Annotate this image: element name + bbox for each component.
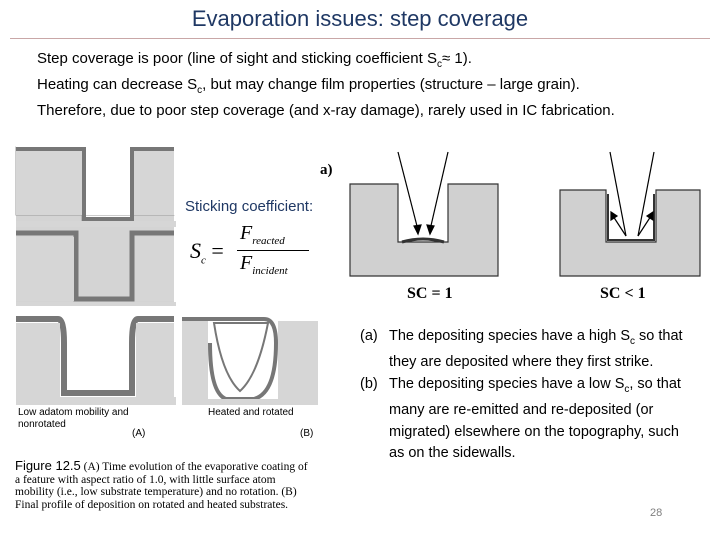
slide-title: Evaporation issues: step coverage xyxy=(191,6,529,31)
bullet-line-3: Therefore, due to poor step coverage (and x-ray damage), rarely used in IC fabrication. xyxy=(37,102,615,119)
sticking-formula xyxy=(185,220,315,282)
bullet-line-1: Step coverage is poor (line of sight and sticking coefficient $S_c\approx 1$). xyxy=(37,50,472,70)
note-a-tag: (a) xyxy=(360,328,378,344)
explanation-list xyxy=(360,326,690,465)
formula-den-sub: incident xyxy=(252,265,288,277)
sc-less-label: SC < 1 xyxy=(600,285,646,302)
bullet-line-2: Heating can decrease $S_c$, but may change film properties (structure – large grain). xyxy=(37,76,580,96)
tag-b: (B) xyxy=(300,428,314,439)
sticking-coefficient-label: Sticking coefficient: xyxy=(185,198,314,215)
panel-label: a) xyxy=(320,162,333,178)
figure-number: Figure 12.5 xyxy=(15,458,81,473)
figure-caption xyxy=(15,460,315,511)
formula-num: F xyxy=(240,222,253,244)
note-b-text: The depositing species have a low $S_c$, so that many are re-emitted and re-deposited (or migrated) elsewhere on the topography, such as on the sidewalls. xyxy=(389,375,681,462)
note-a xyxy=(360,326,690,374)
figure-caption-text: (A) Time evolution of the evaporative coating of a feature with aspect ratio of 1.0, with little surface atom mobility (i.e., low substrate temperature) and no rotation. (B) Final profile of deposition on rotated and heated substrates. xyxy=(15,461,308,511)
title-divider xyxy=(10,38,710,39)
formula-den: F xyxy=(240,252,253,274)
formula-lhs-sub: c xyxy=(201,254,206,267)
fraction-bar xyxy=(237,250,309,251)
sticking-coefficient-diagram xyxy=(320,150,720,310)
formula-num-sub: reacted xyxy=(252,235,285,247)
label-a-line2: nonrotated xyxy=(18,419,66,430)
formula-lhs: S xyxy=(190,238,201,263)
formula-equals: = xyxy=(211,238,224,263)
note-b xyxy=(360,374,690,465)
page-number: 28 xyxy=(650,507,663,519)
note-b-tag: (b) xyxy=(360,375,378,392)
tag-a: (A) xyxy=(132,428,146,439)
note-a-text: The depositing species have a high $S_c$ so that they are deposited where they first strike. xyxy=(389,328,683,371)
label-a-line1: Low adatom mobility and xyxy=(18,407,129,418)
label-b: Heated and rotated xyxy=(208,407,294,418)
sc-equal-label: SC = 1 xyxy=(407,285,453,302)
